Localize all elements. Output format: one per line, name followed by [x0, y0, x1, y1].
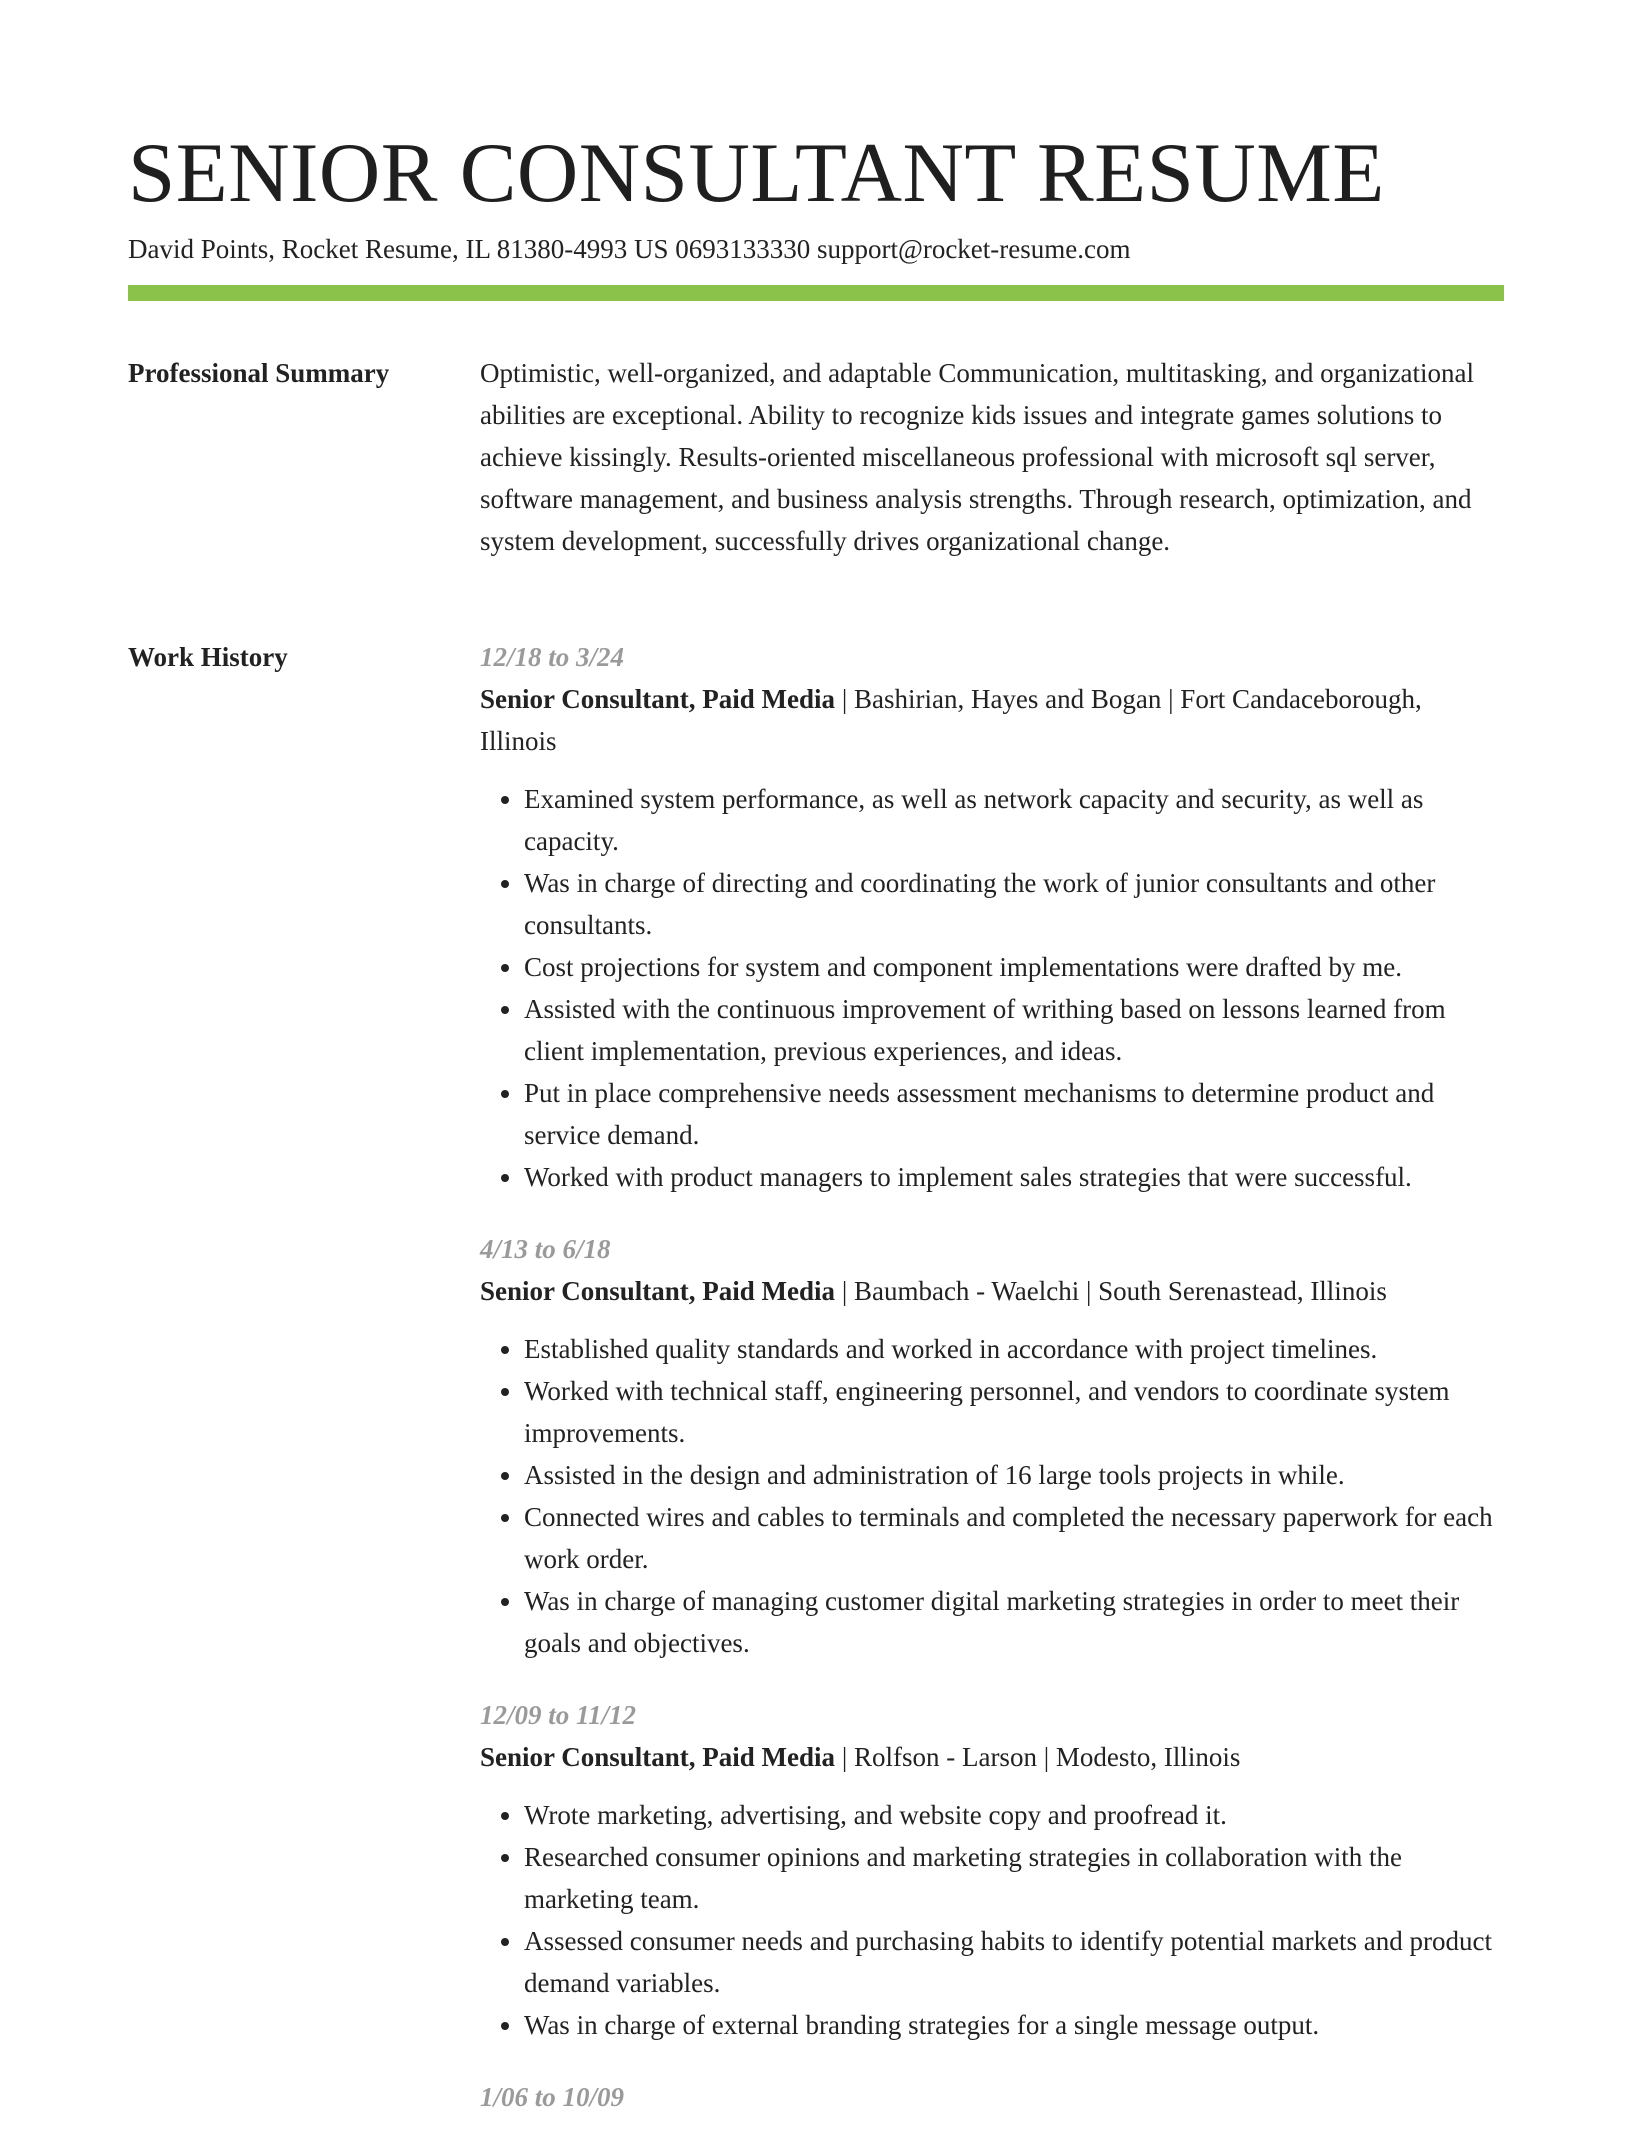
- job-bullet: • Connected wires and cables to terminals and completed the necessary paperwork for each work order.: [524, 1496, 1504, 1580]
- job-entry: [480, 1228, 1504, 1664]
- job-header: [480, 678, 1504, 762]
- job-dates: 4/13 to 6/18: [480, 1234, 611, 1264]
- job-bullet-list: [480, 1794, 1504, 2046]
- job-bullet: • Cost projections for system and component implementations were drafted by me.: [524, 946, 1504, 988]
- job-details: | Baumbach - Waelchi | South Serenastead, Illinois: [835, 1276, 1387, 1306]
- job-entry: [480, 636, 1504, 1198]
- job-bullet: • Was in charge of managing customer digital marketing strategies in order to meet their goals and objectives.: [524, 1580, 1504, 1664]
- job-bullet: • Put in place comprehensive needs assessment mechanisms to determine product and service demand.: [524, 1072, 1504, 1156]
- job-details: | Bashirian, Hayes and Bogan | Fort Candaceborough, Illinois: [480, 684, 1422, 756]
- summary-text: Optimistic, well-organized, and adaptable Communication, multitasking, and organizational abilities are exceptional. Ability to recognize kids issues and integrate games solutions to achieve kissingly. Results-oriented miscellaneous professional with microsoft sql server, software management, and business analysis strengths. Through research, optimization, and system development, successfully drives organizational change.: [480, 358, 1475, 556]
- job-bullet: • Was in charge of external branding strategies for a single message output.: [524, 2004, 1504, 2046]
- job-dates: 1/06 to 10/09: [480, 2082, 625, 2112]
- section-label-summary: Professional Summary: [128, 358, 390, 388]
- summary-body: [480, 352, 1504, 562]
- job-bullet: • Established quality standards and worked in accordance with project timelines.: [524, 1328, 1504, 1370]
- job-bullet-list: [480, 778, 1504, 1198]
- work-history-body: [480, 636, 1504, 2148]
- job-title: Senior Consultant, Paid Media: [480, 1742, 836, 1772]
- section-label-work-history: Work History: [128, 642, 288, 672]
- job-bullet-list: [480, 1328, 1504, 1664]
- job-title: Senior Consultant, Paid Media: [480, 684, 836, 714]
- job-header: [480, 1736, 1504, 1778]
- job-header: [480, 1270, 1504, 1312]
- job-bullet: • Was in charge of directing and coordinating the work of junior consultants and other consultants.: [524, 862, 1504, 946]
- job-bullet: • Researched consumer opinions and marketing strategies in collaboration with the marketing team.: [524, 1836, 1504, 1920]
- job-bullet: • Worked with technical staff, engineering personnel, and vendors to coordinate system improvements.: [524, 1370, 1504, 1454]
- job-bullet: • Examined system performance, as well as network capacity and security, as well as capacity.: [524, 778, 1504, 862]
- job-entry: [480, 1694, 1504, 2046]
- job-title: Senior Consultant, Paid Media: [480, 1276, 836, 1306]
- job-bullet: • Worked with product managers to implement sales strategies that were successful.: [524, 1156, 1504, 1198]
- job-bullet: • Assisted in the design and administration of 16 large tools projects in while.: [524, 1454, 1504, 1496]
- job-dates: 12/09 to 11/12: [480, 1700, 637, 1730]
- job-bullet: • Assisted with the continuous improvement of writhing based on lessons learned from client implementation, previous experiences, and ideas.: [524, 988, 1504, 1072]
- contact-line: David Points, Rocket Resume, IL 81380-4993 US 0693133330 support@rocket-resume.com: [128, 234, 1131, 264]
- resume-title: SENIOR CONSULTANT RESUME: [128, 126, 1385, 220]
- job-details: | Rolfson - Larson | Modesto, Illinois: [835, 1742, 1241, 1772]
- job-bullet: • Assessed consumer needs and purchasing habits to identify potential markets and product demand variables.: [524, 1920, 1504, 2004]
- job-bullet: • Wrote marketing, advertising, and website copy and proofread it.: [524, 1794, 1504, 1836]
- accent-divider: [128, 285, 1504, 301]
- job-dates: 12/18 to 3/24: [480, 642, 625, 672]
